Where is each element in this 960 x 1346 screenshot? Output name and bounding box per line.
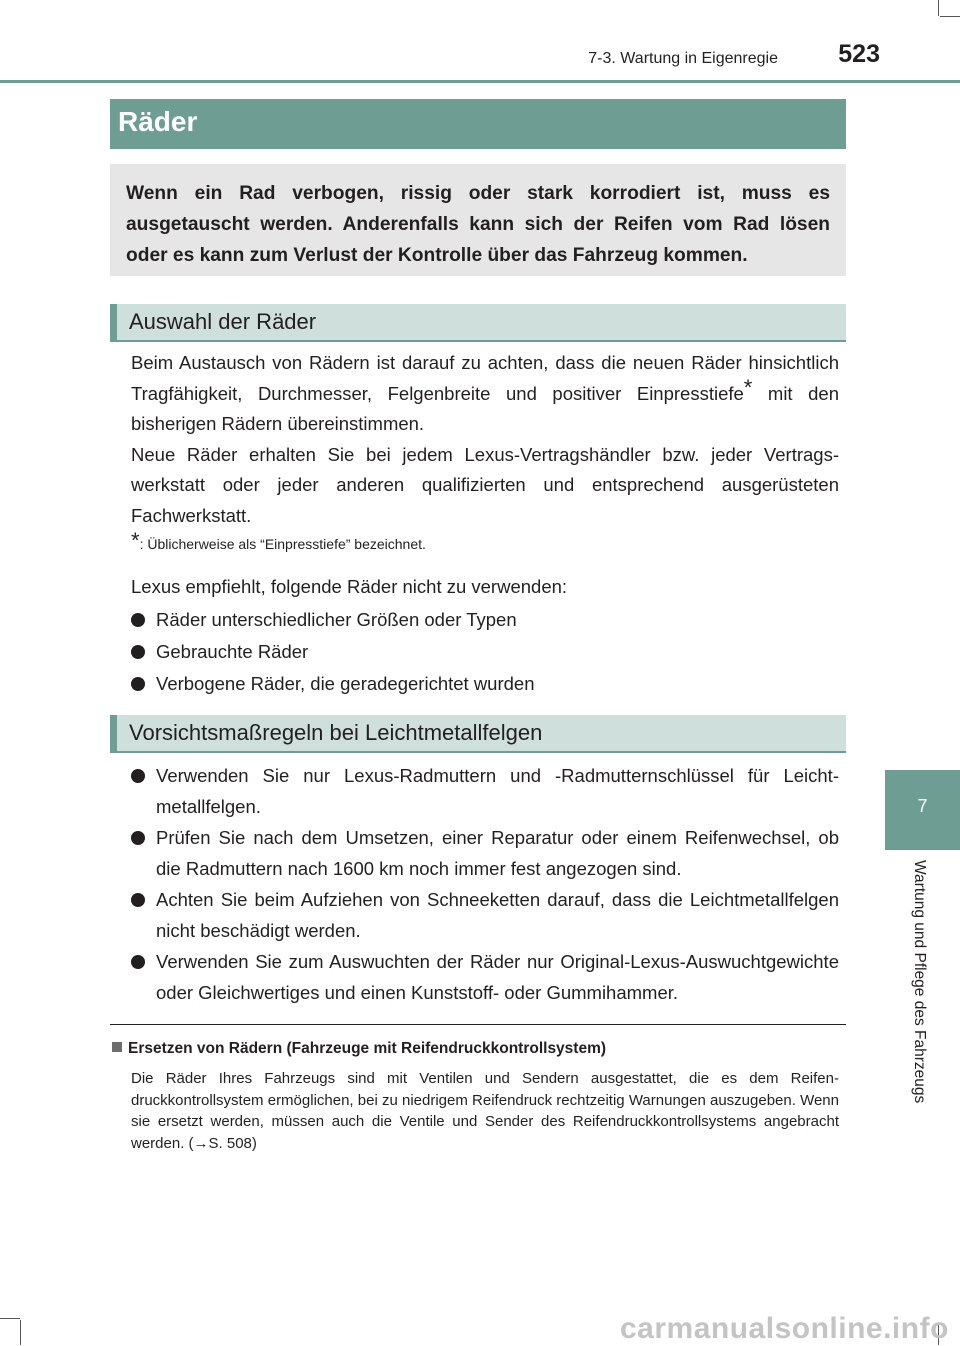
section-heading-text: Vorsichtsmaßregeln bei Leichtmetallfelgen xyxy=(129,720,543,745)
watermark: carmanualsonline.info xyxy=(620,1312,949,1345)
page-title: Räder xyxy=(118,106,198,137)
list-item-text: Achten Sie beim Aufziehen von Schneeketten darauf, dass die Leichtmetallfelgen nicht beschädigt werden. xyxy=(156,889,839,941)
paragraph: Neue Räder erhalten Sie bei jedem Lexus-Vertragshändler bzw. jeder Vertragswerkstatt oder jeder anderen qualifizierten und entsprechend ausgerüsteten Fachwerkstatt. xyxy=(131,443,839,526)
list-item xyxy=(131,884,839,946)
bullet-icon xyxy=(131,955,145,969)
crop-mark xyxy=(938,0,939,16)
footnote-star: * xyxy=(743,374,753,400)
footnote-mark: * xyxy=(131,528,140,553)
list-item-text: Gebrauchte Räder xyxy=(156,641,309,662)
list-item-text: Verbogene Räder, die geradegerichtet wurden xyxy=(156,673,535,694)
bullet-icon xyxy=(131,677,145,691)
list-item-text: Verwenden Sie nur Lexus-Radmuttern und -Radmutternschlüssel für Leichtmetallfelgen. xyxy=(156,765,839,817)
list-item xyxy=(131,636,839,667)
chapter-tab xyxy=(885,770,960,850)
note-body: Die Räder Ihres Fahrzeugs sind mit Ventilen und Sendern ausgestattet, die es dem Reifendruckkontrollsystem ermöglichen, bei zu niedrigem Reifendruck rechtzeitig Warnungen auszugeben. Wenn sie ersetzt werden, müssen auch die Ventile und Sender des Reifendruckkontrollsystems angebracht werden. (→S. 508) xyxy=(131,1070,839,1152)
section-heading-text: Auswahl der Räder xyxy=(129,309,317,334)
bullet-icon xyxy=(131,613,145,627)
footnote-text: : Üblicherweise als “Einpresstiefe” bezeichnet. xyxy=(139,536,426,552)
paragraph-text: Beim Austausch von Rädern ist darauf zu achten, dass die neuen Räder hinsichtlich Tragfähigkeit, Durchmesser, Felgenbreite und positiver Einpresstiefe xyxy=(131,352,839,404)
header-rule xyxy=(0,80,960,83)
crop-mark xyxy=(0,1318,20,1319)
paragraph xyxy=(131,348,839,440)
crop-mark xyxy=(20,1320,21,1345)
square-bullet-icon xyxy=(112,1042,122,1052)
list-item xyxy=(131,760,839,822)
section-heading-wheel-selection xyxy=(110,304,846,342)
intro-box xyxy=(110,164,846,276)
list-item-text: Prüfen Sie nach dem Umsetzen, einer Reparatur oder einem Reifenwechsel, ob die Radmuttern nach 1600 km noch immer fest angezogen sind. xyxy=(156,827,839,879)
chapter-title: Wartung und Pflege des Fahrzeugs xyxy=(911,860,928,1104)
note-heading-text: Ersetzen von Rädern (Fahrzeuge mit Reifendruckkontrollsystem) xyxy=(128,1040,607,1057)
intro-text: Wenn ein Rad verbogen, rissig oder stark korrodiert ist, muss es ausgetauscht werden. Anderenfalls kann sich der Reifen vom Rad lösen oder es kann zum Verlust der Kontrolle über das Fahrzeug kommen. xyxy=(126,183,830,266)
bullet-icon xyxy=(131,645,145,659)
recommendation-line: Lexus empfiehlt, folgende Räder nicht zu verwenden: xyxy=(131,576,568,597)
page-title-bar xyxy=(110,99,846,149)
chapter-number: 7 xyxy=(917,796,928,816)
footnote xyxy=(131,528,426,558)
separator-rule xyxy=(110,1024,846,1025)
section-heading-alloy-precautions xyxy=(110,715,846,753)
list-item-text: Verwenden Sie zum Auswuchten der Räder nur Original-Lexus-Auswuchtgewichte oder Gleichwertiges und einen Kunststoff- oder Gummihammer. xyxy=(156,951,839,1003)
note-heading xyxy=(112,1040,606,1058)
list-item xyxy=(131,946,839,1008)
list-item-text: Räder unterschiedlicher Größen oder Typen xyxy=(156,609,517,630)
list-item xyxy=(131,604,839,635)
bullet-icon xyxy=(131,893,145,907)
list-item xyxy=(131,668,839,699)
paragraph-text: mit den bisherigen Rädern übereinstimmen. xyxy=(131,382,839,434)
bullet-icon xyxy=(131,831,145,845)
crop-mark xyxy=(940,16,960,17)
section1-body xyxy=(131,348,839,531)
page-number: 523 xyxy=(838,40,880,68)
bullet-icon xyxy=(131,769,145,783)
list-item xyxy=(131,822,839,884)
running-header-section: 7-3. Wartung in Eigenregie xyxy=(588,50,778,67)
